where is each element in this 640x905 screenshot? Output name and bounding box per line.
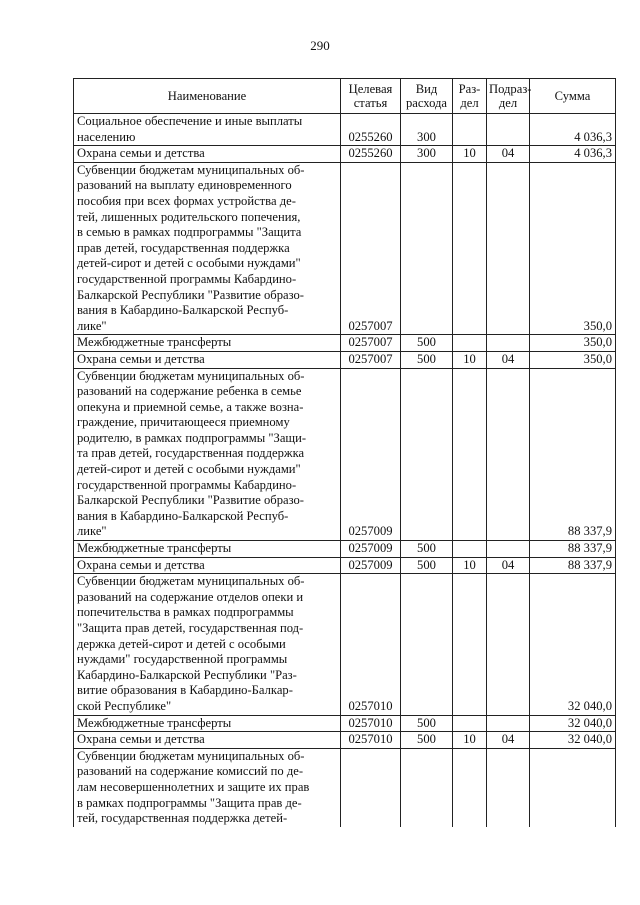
cell-subsection: 04 — [487, 732, 530, 749]
cell-subsection — [487, 748, 530, 826]
table-row — [74, 162, 616, 335]
cell-name: Охрана семьи и детства — [74, 351, 341, 368]
cell-section — [453, 748, 487, 826]
table-row — [74, 146, 616, 163]
cell-subsection: 04 — [487, 146, 530, 163]
table-row — [74, 574, 616, 715]
table-row — [74, 715, 616, 732]
cell-name: Субвенции бюджетам муниципальных об- разований на содержание отделов опеки и попечительства в рамках подпрограммы "Защита прав детей, государственная под- держка детей-сирот и детей с особыми нуждами" государственной программы Кабардино-Балкарской Республики "Раз- витие образования в Кабардино-Балкар- ской Республике" — [74, 574, 341, 715]
cell-sum: 88 337,9 — [530, 557, 616, 574]
table-row — [74, 335, 616, 352]
cell-expense-type — [401, 748, 453, 826]
cell-sum: 4 036,3 — [530, 146, 616, 163]
header-subsection: Подраз-дел — [487, 79, 530, 114]
cell-name: Субвенции бюджетам муниципальных об- разований на содержание комиссий по де- лам несовершеннолетних и защите их прав в рамках подпрограммы "Защита прав де- тей, государственная поддержка детей- — [74, 748, 341, 826]
cell-target-article: 0257009 — [341, 368, 401, 541]
table-row — [74, 748, 616, 826]
cell-subsection — [487, 715, 530, 732]
cell-section: 10 — [453, 351, 487, 368]
cell-target-article: 0257007 — [341, 162, 401, 335]
cell-section — [453, 715, 487, 732]
table-row — [74, 557, 616, 574]
cell-target-article — [341, 748, 401, 826]
table-row — [74, 351, 616, 368]
cell-expense-type: 500 — [401, 732, 453, 749]
header-target-article: Целевая статья — [341, 79, 401, 114]
cell-target-article: 0257009 — [341, 557, 401, 574]
cell-expense-type: 500 — [401, 541, 453, 558]
table-row — [74, 732, 616, 749]
cell-expense-type: 300 — [401, 146, 453, 163]
cell-sum: 350,0 — [530, 162, 616, 335]
cell-subsection — [487, 162, 530, 335]
cell-sum: 350,0 — [530, 335, 616, 352]
cell-target-article: 0257007 — [341, 335, 401, 352]
cell-sum: 350,0 — [530, 351, 616, 368]
header-section: Раз-дел — [453, 79, 487, 114]
cell-target-article: 0255260 — [341, 146, 401, 163]
cell-sum: 32 040,0 — [530, 732, 616, 749]
header-sum: Сумма — [530, 79, 616, 114]
table-row — [74, 368, 616, 541]
cell-expense-type — [401, 162, 453, 335]
cell-sum: 4 036,3 — [530, 114, 616, 146]
budget-table — [73, 78, 616, 827]
cell-expense-type — [401, 368, 453, 541]
cell-section — [453, 368, 487, 541]
header-name: Наименование — [74, 79, 341, 114]
cell-expense-type: 500 — [401, 335, 453, 352]
cell-target-article: 0257010 — [341, 732, 401, 749]
cell-name: Охрана семьи и детства — [74, 732, 341, 749]
header-expense-type: Вид расхода — [401, 79, 453, 114]
cell-sum: 32 040,0 — [530, 715, 616, 732]
cell-section: 10 — [453, 557, 487, 574]
cell-expense-type: 300 — [401, 114, 453, 146]
cell-sum: 88 337,9 — [530, 541, 616, 558]
cell-sum — [530, 748, 616, 826]
cell-expense-type — [401, 574, 453, 715]
cell-sum: 32 040,0 — [530, 574, 616, 715]
cell-section: 10 — [453, 732, 487, 749]
cell-subsection — [487, 114, 530, 146]
cell-name: Межбюджетные трансферты — [74, 541, 341, 558]
table-row — [74, 541, 616, 558]
table-body — [74, 114, 616, 827]
cell-name: Охрана семьи и детства — [74, 146, 341, 163]
page-number: 290 — [310, 38, 330, 53]
cell-expense-type: 500 — [401, 557, 453, 574]
cell-subsection — [487, 335, 530, 352]
cell-section — [453, 541, 487, 558]
cell-target-article: 0257009 — [341, 541, 401, 558]
cell-name: Межбюджетные трансферты — [74, 715, 341, 732]
cell-name: Социальное обеспечение и иные выплаты населению — [74, 114, 341, 146]
cell-section — [453, 162, 487, 335]
cell-sum: 88 337,9 — [530, 368, 616, 541]
cell-name: Субвенции бюджетам муниципальных об- разований на выплату единовременного пособия при всех формах устройства де- тей, лишенных родительского попечения, в семью в рамках подпрограммы "Защита прав детей, государственная поддержка детей-сирот и детей с особыми нуждами" государственной программы Кабардино- Балкарской Республики "Развитие образо- вания в Кабардино-Балкарской Респуб- лике" — [74, 162, 341, 335]
cell-target-article: 0257010 — [341, 574, 401, 715]
cell-section — [453, 574, 487, 715]
cell-target-article: 0257007 — [341, 351, 401, 368]
cell-name: Субвенции бюджетам муниципальных об- разований на содержание ребенка в семье опекуна и приемной семье, а также возна- граждение, причитающееся приемному родителю, в рамках подпрограммы "Защи- та прав детей, государственная поддержка детей-сирот и детей с особыми нуждами" государственной программы Кабардино- Балкарской Республики "Развитие образо- вания в Кабардино-Балкарской Респуб- лике" — [74, 368, 341, 541]
cell-name: Межбюджетные трансферты — [74, 335, 341, 352]
cell-section — [453, 114, 487, 146]
cell-subsection: 04 — [487, 351, 530, 368]
cell-subsection — [487, 574, 530, 715]
cell-subsection — [487, 368, 530, 541]
cell-section — [453, 335, 487, 352]
cell-name: Охрана семьи и детства — [74, 557, 341, 574]
cell-target-article: 0257010 — [341, 715, 401, 732]
cell-target-article: 0255260 — [341, 114, 401, 146]
table-header-row — [74, 79, 616, 114]
cell-subsection — [487, 541, 530, 558]
cell-expense-type: 500 — [401, 715, 453, 732]
cell-subsection: 04 — [487, 557, 530, 574]
table-row — [74, 114, 616, 146]
cell-section: 10 — [453, 146, 487, 163]
cell-expense-type: 500 — [401, 351, 453, 368]
